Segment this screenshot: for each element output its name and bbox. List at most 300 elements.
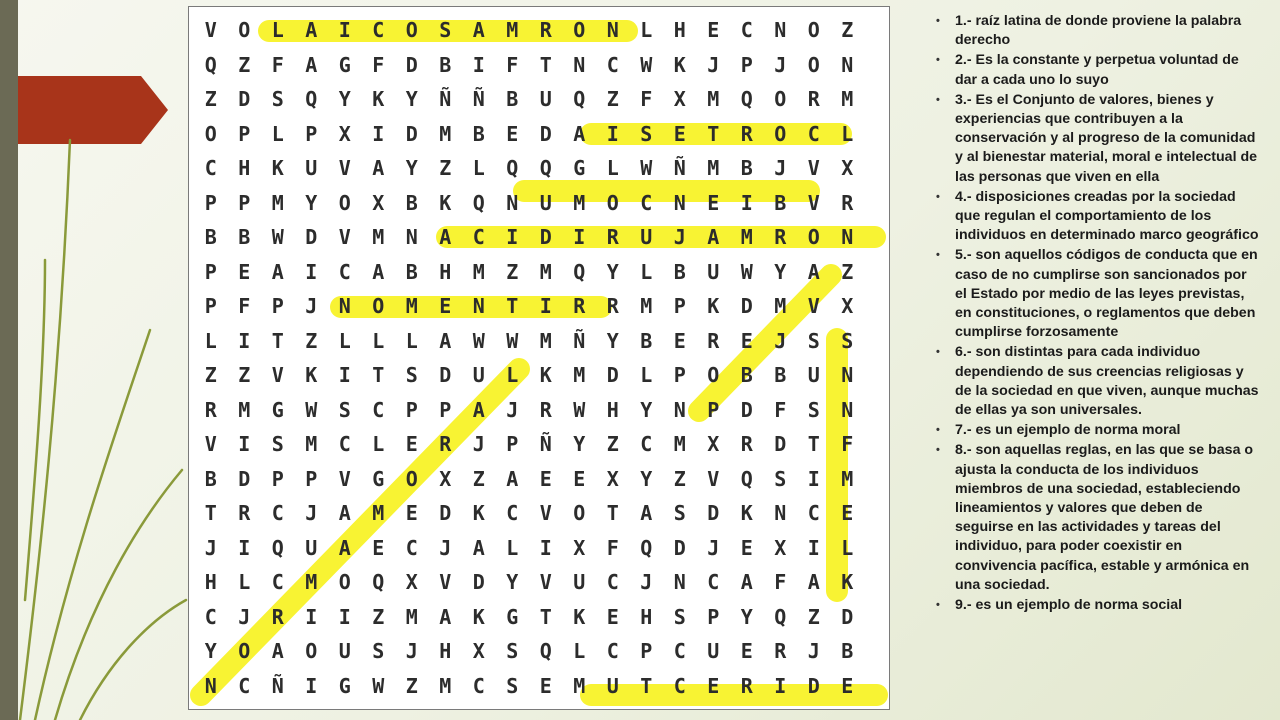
letter-cell[interactable]: O bbox=[807, 225, 820, 250]
letter-cell[interactable]: R bbox=[439, 432, 452, 457]
letter-cell[interactable]: H bbox=[439, 259, 452, 284]
letter-cell[interactable]: P bbox=[305, 121, 318, 146]
letter-cell[interactable]: C bbox=[372, 397, 385, 422]
letter-cell[interactable]: Z bbox=[372, 604, 385, 629]
letter-cell[interactable]: B bbox=[405, 259, 418, 284]
letter-cell[interactable]: V bbox=[439, 570, 452, 595]
letter-cell[interactable]: Z bbox=[472, 466, 485, 491]
letter-cell[interactable]: V bbox=[807, 294, 820, 319]
letter-cell[interactable]: W bbox=[740, 259, 753, 284]
letter-cell[interactable]: P bbox=[204, 259, 217, 284]
letter-cell[interactable]: J bbox=[673, 225, 686, 250]
letter-cell[interactable]: Z bbox=[673, 466, 686, 491]
letter-cell[interactable]: A bbox=[707, 225, 720, 250]
letter-cell[interactable]: O bbox=[338, 190, 351, 215]
letter-cell[interactable]: Y bbox=[573, 432, 586, 457]
letter-cell[interactable]: L bbox=[271, 18, 284, 43]
letter-cell[interactable]: B bbox=[204, 466, 217, 491]
letter-cell[interactable]: Y bbox=[640, 466, 653, 491]
letter-cell[interactable]: E bbox=[372, 535, 385, 560]
letter-cell[interactable]: A bbox=[271, 259, 284, 284]
letter-cell[interactable]: O bbox=[405, 466, 418, 491]
letter-cell[interactable]: B bbox=[841, 639, 854, 664]
letter-cell[interactable]: W bbox=[372, 673, 385, 698]
letter-cell[interactable]: D bbox=[740, 294, 753, 319]
letter-cell[interactable]: Q bbox=[472, 190, 485, 215]
letter-cell[interactable]: J bbox=[204, 535, 217, 560]
letter-cell[interactable]: H bbox=[673, 18, 686, 43]
letter-cell[interactable]: P bbox=[707, 604, 720, 629]
letter-cell[interactable]: V bbox=[204, 18, 217, 43]
letter-cell[interactable]: Ñ bbox=[271, 673, 284, 698]
letter-cell[interactable]: U bbox=[338, 639, 351, 664]
letter-cell[interactable]: I bbox=[506, 225, 519, 250]
letter-cell[interactable]: M bbox=[305, 570, 318, 595]
letter-cell[interactable]: F bbox=[238, 294, 251, 319]
letter-cell[interactable]: L bbox=[640, 259, 653, 284]
letter-cell[interactable]: E bbox=[740, 328, 753, 353]
letter-cell[interactable]: Y bbox=[338, 87, 351, 112]
letter-cell[interactable]: U bbox=[707, 639, 720, 664]
letter-cell[interactable]: M bbox=[305, 432, 318, 457]
letter-cell[interactable]: U bbox=[539, 87, 552, 112]
letter-cell[interactable]: Y bbox=[774, 259, 787, 284]
letter-cell[interactable]: F bbox=[271, 52, 284, 77]
letter-cell[interactable]: P bbox=[439, 397, 452, 422]
letter-cell[interactable]: L bbox=[606, 156, 619, 181]
letter-cell[interactable]: U bbox=[606, 673, 619, 698]
letter-cell[interactable]: E bbox=[405, 501, 418, 526]
letter-cell[interactable]: L bbox=[841, 535, 854, 560]
letter-cell[interactable]: H bbox=[439, 639, 452, 664]
letter-cell[interactable]: Z bbox=[841, 18, 854, 43]
letter-cell[interactable]: Z bbox=[606, 87, 619, 112]
letter-cell[interactable]: S bbox=[841, 328, 854, 353]
letter-cell[interactable]: S bbox=[673, 604, 686, 629]
letter-cell[interactable]: S bbox=[271, 432, 284, 457]
letter-cell[interactable]: B bbox=[472, 121, 485, 146]
letter-cell[interactable]: I bbox=[807, 466, 820, 491]
letter-cell[interactable]: O bbox=[606, 190, 619, 215]
letter-cell[interactable]: N bbox=[405, 225, 418, 250]
letter-cell[interactable]: V bbox=[539, 570, 552, 595]
letter-cell[interactable]: O bbox=[774, 121, 787, 146]
letter-cell[interactable]: E bbox=[539, 466, 552, 491]
letter-cell[interactable]: L bbox=[472, 156, 485, 181]
letter-cell[interactable]: W bbox=[305, 397, 318, 422]
letter-cell[interactable]: Ñ bbox=[439, 87, 452, 112]
letter-cell[interactable]: Y bbox=[204, 639, 217, 664]
letter-cell[interactable]: I bbox=[807, 535, 820, 560]
letter-cell[interactable]: C bbox=[640, 190, 653, 215]
letter-cell[interactable]: L bbox=[238, 570, 251, 595]
letter-cell[interactable]: C bbox=[271, 570, 284, 595]
letter-cell[interactable]: O bbox=[204, 121, 217, 146]
letter-cell[interactable]: P bbox=[271, 466, 284, 491]
letter-cell[interactable]: E bbox=[707, 18, 720, 43]
letter-cell[interactable]: R bbox=[238, 501, 251, 526]
letter-cell[interactable]: I bbox=[573, 225, 586, 250]
letter-cell[interactable]: M bbox=[573, 190, 586, 215]
letter-cell[interactable]: D bbox=[439, 363, 452, 388]
letter-cell[interactable]: D bbox=[673, 535, 686, 560]
letter-cell[interactable]: D bbox=[539, 121, 552, 146]
letter-cell[interactable]: R bbox=[774, 225, 787, 250]
letter-cell[interactable]: I bbox=[338, 363, 351, 388]
letter-cell[interactable]: I bbox=[238, 328, 251, 353]
letter-cell[interactable]: L bbox=[271, 121, 284, 146]
letter-cell[interactable]: L bbox=[338, 328, 351, 353]
letter-cell[interactable]: Z bbox=[238, 52, 251, 77]
letter-cell[interactable]: E bbox=[841, 501, 854, 526]
letter-cell[interactable]: S bbox=[640, 121, 653, 146]
letter-cell[interactable]: Q bbox=[740, 466, 753, 491]
letter-cell[interactable]: U bbox=[707, 259, 720, 284]
letter-cell[interactable]: J bbox=[472, 432, 485, 457]
letter-cell[interactable]: M bbox=[539, 259, 552, 284]
letter-cell[interactable]: J bbox=[305, 294, 318, 319]
letter-cell[interactable]: D bbox=[405, 121, 418, 146]
letter-cell[interactable]: M bbox=[439, 673, 452, 698]
letter-cell[interactable]: D bbox=[740, 397, 753, 422]
letter-cell[interactable]: I bbox=[238, 535, 251, 560]
letter-cell[interactable]: S bbox=[506, 673, 519, 698]
letter-cell[interactable]: N bbox=[573, 52, 586, 77]
letter-cell[interactable]: S bbox=[807, 397, 820, 422]
letter-cell[interactable]: N bbox=[774, 18, 787, 43]
letter-cell[interactable]: T bbox=[271, 328, 284, 353]
letter-cell[interactable]: S bbox=[338, 397, 351, 422]
letter-cell[interactable]: S bbox=[673, 501, 686, 526]
letter-cell[interactable]: Ñ bbox=[673, 156, 686, 181]
letter-cell[interactable]: C bbox=[472, 225, 485, 250]
letter-cell[interactable]: J bbox=[707, 52, 720, 77]
letter-cell[interactable]: X bbox=[707, 432, 720, 457]
letter-cell[interactable]: K bbox=[439, 190, 452, 215]
letter-cell[interactable]: J bbox=[774, 52, 787, 77]
letter-cell[interactable]: T bbox=[606, 501, 619, 526]
letter-cell[interactable]: M bbox=[573, 363, 586, 388]
letter-cell[interactable]: M bbox=[707, 156, 720, 181]
letter-cell[interactable]: R bbox=[740, 673, 753, 698]
letter-cell[interactable]: A bbox=[472, 397, 485, 422]
letter-cell[interactable]: O bbox=[573, 18, 586, 43]
letter-cell[interactable]: D bbox=[405, 52, 418, 77]
letter-cell[interactable]: P bbox=[673, 294, 686, 319]
letter-cell[interactable]: T bbox=[204, 501, 217, 526]
letter-cell[interactable]: R bbox=[606, 294, 619, 319]
letter-cell[interactable]: V bbox=[707, 466, 720, 491]
letter-cell[interactable]: A bbox=[807, 570, 820, 595]
letter-cell[interactable]: K bbox=[539, 363, 552, 388]
letter-cell[interactable]: G bbox=[573, 156, 586, 181]
letter-cell[interactable]: R bbox=[707, 328, 720, 353]
letter-cell[interactable]: R bbox=[539, 397, 552, 422]
letter-cell[interactable]: J bbox=[640, 570, 653, 595]
letter-cell[interactable]: D bbox=[238, 466, 251, 491]
letter-cell[interactable]: E bbox=[841, 673, 854, 698]
letter-cell[interactable]: O bbox=[405, 18, 418, 43]
letter-cell[interactable]: M bbox=[405, 604, 418, 629]
letter-cell[interactable]: F bbox=[506, 52, 519, 77]
letter-cell[interactable]: R bbox=[740, 121, 753, 146]
letter-cell[interactable]: E bbox=[439, 294, 452, 319]
letter-cell[interactable]: D bbox=[472, 570, 485, 595]
letter-cell[interactable]: X bbox=[439, 466, 452, 491]
letter-cell[interactable]: G bbox=[506, 604, 519, 629]
letter-cell[interactable]: J bbox=[807, 639, 820, 664]
letter-cell[interactable]: X bbox=[338, 121, 351, 146]
letter-cell[interactable]: I bbox=[740, 190, 753, 215]
letter-cell[interactable]: I bbox=[774, 673, 787, 698]
letter-cell[interactable]: G bbox=[372, 466, 385, 491]
letter-cell[interactable]: P bbox=[238, 121, 251, 146]
letter-cell[interactable]: L bbox=[372, 328, 385, 353]
letter-cell[interactable]: E bbox=[740, 535, 753, 560]
letter-cell[interactable]: D bbox=[807, 673, 820, 698]
letter-cell[interactable]: O bbox=[807, 18, 820, 43]
letter-cell[interactable]: I bbox=[338, 18, 351, 43]
letter-cell[interactable]: W bbox=[271, 225, 284, 250]
letter-cell[interactable]: I bbox=[472, 52, 485, 77]
letter-cell[interactable]: A bbox=[338, 501, 351, 526]
letter-cell[interactable]: S bbox=[405, 363, 418, 388]
letter-cell[interactable]: K bbox=[573, 604, 586, 629]
letter-cell[interactable]: U bbox=[807, 363, 820, 388]
letter-cell[interactable]: E bbox=[539, 673, 552, 698]
letter-cell[interactable]: D bbox=[774, 432, 787, 457]
letter-cell[interactable]: C bbox=[606, 570, 619, 595]
letter-cell[interactable]: E bbox=[707, 673, 720, 698]
letter-cell[interactable]: C bbox=[472, 673, 485, 698]
letter-cell[interactable]: J bbox=[405, 639, 418, 664]
letter-cell[interactable]: D bbox=[841, 604, 854, 629]
letter-cell[interactable]: L bbox=[405, 328, 418, 353]
letter-cell[interactable]: J bbox=[439, 535, 452, 560]
letter-cell[interactable]: D bbox=[606, 363, 619, 388]
letter-cell[interactable]: X bbox=[673, 87, 686, 112]
letter-cell[interactable]: R bbox=[573, 294, 586, 319]
letter-cell[interactable]: P bbox=[673, 363, 686, 388]
letter-cell[interactable]: H bbox=[204, 570, 217, 595]
letter-cell[interactable]: P bbox=[740, 52, 753, 77]
letter-cell[interactable]: F bbox=[841, 432, 854, 457]
letter-cell[interactable]: C bbox=[271, 501, 284, 526]
letter-cell[interactable]: K bbox=[271, 156, 284, 181]
letter-cell[interactable]: P bbox=[640, 639, 653, 664]
letter-cell[interactable]: B bbox=[640, 328, 653, 353]
letter-cell[interactable]: N bbox=[338, 294, 351, 319]
letter-cell[interactable]: L bbox=[372, 432, 385, 457]
letter-cell[interactable]: E bbox=[573, 466, 586, 491]
letter-cell[interactable]: U bbox=[472, 363, 485, 388]
letter-cell[interactable]: D bbox=[539, 225, 552, 250]
letter-cell[interactable]: O bbox=[338, 570, 351, 595]
letter-cell[interactable]: R bbox=[774, 639, 787, 664]
letter-cell[interactable]: M bbox=[573, 673, 586, 698]
letter-cell[interactable]: J bbox=[774, 328, 787, 353]
letter-cell[interactable]: M bbox=[372, 501, 385, 526]
letter-cell[interactable]: C bbox=[707, 570, 720, 595]
letter-cell[interactable]: O bbox=[573, 501, 586, 526]
letter-cell[interactable]: K bbox=[472, 501, 485, 526]
letter-cell[interactable]: N bbox=[673, 397, 686, 422]
letter-cell[interactable]: S bbox=[807, 328, 820, 353]
letter-cell[interactable]: N bbox=[472, 294, 485, 319]
letter-cell[interactable]: C bbox=[204, 604, 217, 629]
letter-cell[interactable]: V bbox=[338, 225, 351, 250]
letter-cell[interactable]: A bbox=[271, 639, 284, 664]
letter-cell[interactable]: Q bbox=[271, 535, 284, 560]
letter-cell[interactable]: Q bbox=[740, 87, 753, 112]
letter-cell[interactable]: R bbox=[204, 397, 217, 422]
letter-cell[interactable]: S bbox=[271, 87, 284, 112]
letter-cell[interactable]: Q bbox=[774, 604, 787, 629]
letter-cell[interactable]: C bbox=[204, 156, 217, 181]
letter-cell[interactable]: P bbox=[506, 432, 519, 457]
letter-cell[interactable]: M bbox=[841, 466, 854, 491]
letter-cell[interactable]: V bbox=[807, 190, 820, 215]
letter-cell[interactable]: B bbox=[740, 156, 753, 181]
letter-cell[interactable]: V bbox=[338, 156, 351, 181]
letter-cell[interactable]: K bbox=[841, 570, 854, 595]
letter-cell[interactable]: Z bbox=[405, 673, 418, 698]
letter-cell[interactable]: W bbox=[573, 397, 586, 422]
letter-cell[interactable]: V bbox=[807, 156, 820, 181]
letter-cell[interactable]: X bbox=[573, 535, 586, 560]
letter-cell[interactable]: L bbox=[506, 363, 519, 388]
letter-cell[interactable]: U bbox=[539, 190, 552, 215]
letter-cell[interactable]: S bbox=[774, 466, 787, 491]
letter-cell[interactable]: C bbox=[238, 673, 251, 698]
letter-cell[interactable]: A bbox=[472, 535, 485, 560]
letter-cell[interactable]: S bbox=[439, 18, 452, 43]
letter-cell[interactable]: A bbox=[372, 259, 385, 284]
letter-cell[interactable]: C bbox=[338, 259, 351, 284]
letter-cell[interactable]: Z bbox=[506, 259, 519, 284]
letter-cell[interactable]: N bbox=[673, 570, 686, 595]
letter-cell[interactable]: E bbox=[673, 121, 686, 146]
letter-cell[interactable]: X bbox=[606, 466, 619, 491]
letter-cell[interactable]: D bbox=[238, 87, 251, 112]
letter-cell[interactable]: G bbox=[338, 673, 351, 698]
letter-cell[interactable]: N bbox=[204, 673, 217, 698]
letter-cell[interactable]: L bbox=[640, 18, 653, 43]
letter-cell[interactable]: Q bbox=[539, 639, 552, 664]
letter-cell[interactable]: H bbox=[606, 397, 619, 422]
letter-cell[interactable]: C bbox=[740, 18, 753, 43]
letter-cell[interactable]: U bbox=[305, 156, 318, 181]
letter-cell[interactable]: Y bbox=[305, 190, 318, 215]
letter-cell[interactable]: Q bbox=[573, 259, 586, 284]
letter-cell[interactable]: K bbox=[740, 501, 753, 526]
letter-cell[interactable]: O bbox=[238, 18, 251, 43]
letter-cell[interactable]: V bbox=[539, 501, 552, 526]
letter-cell[interactable]: A bbox=[573, 121, 586, 146]
letter-cell[interactable]: P bbox=[405, 397, 418, 422]
letter-cell[interactable]: Z bbox=[238, 363, 251, 388]
letter-cell[interactable]: C bbox=[807, 501, 820, 526]
letter-cell[interactable]: N bbox=[841, 52, 854, 77]
letter-cell[interactable]: U bbox=[305, 535, 318, 560]
letter-cell[interactable]: O bbox=[774, 87, 787, 112]
letter-cell[interactable]: B bbox=[439, 52, 452, 77]
letter-cell[interactable]: A bbox=[305, 18, 318, 43]
letter-cell[interactable]: T bbox=[539, 52, 552, 77]
letter-cell[interactable]: N bbox=[673, 190, 686, 215]
letter-cell[interactable]: L bbox=[204, 328, 217, 353]
letter-cell[interactable]: N bbox=[841, 225, 854, 250]
letter-cell[interactable]: B bbox=[774, 363, 787, 388]
letter-cell[interactable]: Y bbox=[606, 259, 619, 284]
letter-cell[interactable]: Q bbox=[305, 87, 318, 112]
letter-cell[interactable]: F bbox=[606, 535, 619, 560]
letter-cell[interactable]: C bbox=[807, 121, 820, 146]
letter-cell[interactable]: M bbox=[439, 121, 452, 146]
letter-cell[interactable]: B bbox=[405, 190, 418, 215]
letter-cell[interactable]: I bbox=[539, 535, 552, 560]
letter-cell[interactable]: Z bbox=[439, 156, 452, 181]
letter-cell[interactable]: E bbox=[707, 190, 720, 215]
letter-cell[interactable]: K bbox=[707, 294, 720, 319]
letter-cell[interactable]: W bbox=[506, 328, 519, 353]
letter-cell[interactable]: I bbox=[238, 432, 251, 457]
letter-cell[interactable]: C bbox=[673, 673, 686, 698]
letter-cell[interactable]: Z bbox=[204, 87, 217, 112]
letter-cell[interactable]: I bbox=[372, 121, 385, 146]
letter-cell[interactable]: Q bbox=[573, 87, 586, 112]
letter-cell[interactable]: G bbox=[338, 52, 351, 77]
letter-cell[interactable]: U bbox=[573, 570, 586, 595]
letter-cell[interactable]: R bbox=[606, 225, 619, 250]
letter-cell[interactable]: O bbox=[238, 639, 251, 664]
letter-cell[interactable]: A bbox=[640, 501, 653, 526]
letter-cell[interactable]: Ñ bbox=[573, 328, 586, 353]
letter-cell[interactable]: I bbox=[338, 604, 351, 629]
letter-cell[interactable]: W bbox=[472, 328, 485, 353]
letter-cell[interactable]: I bbox=[305, 604, 318, 629]
letter-cell[interactable]: P bbox=[271, 294, 284, 319]
letter-cell[interactable]: J bbox=[707, 535, 720, 560]
letter-cell[interactable]: S bbox=[506, 639, 519, 664]
letter-cell[interactable]: H bbox=[238, 156, 251, 181]
letter-cell[interactable]: Y bbox=[740, 604, 753, 629]
letter-cell[interactable]: T bbox=[707, 121, 720, 146]
letter-cell[interactable]: N bbox=[841, 397, 854, 422]
letter-cell[interactable]: C bbox=[405, 535, 418, 560]
letter-cell[interactable]: N bbox=[774, 501, 787, 526]
letter-cell[interactable]: C bbox=[640, 432, 653, 457]
letter-cell[interactable]: Z bbox=[807, 604, 820, 629]
letter-cell[interactable]: M bbox=[405, 294, 418, 319]
letter-cell[interactable]: J bbox=[506, 397, 519, 422]
letter-cell[interactable]: A bbox=[372, 156, 385, 181]
letter-cell[interactable]: C bbox=[606, 639, 619, 664]
letter-cell[interactable]: R bbox=[740, 432, 753, 457]
letter-cell[interactable]: M bbox=[640, 294, 653, 319]
letter-cell[interactable]: E bbox=[238, 259, 251, 284]
letter-cell[interactable]: T bbox=[807, 432, 820, 457]
letter-cell[interactable]: R bbox=[841, 190, 854, 215]
letter-cell[interactable]: I bbox=[539, 294, 552, 319]
letter-cell[interactable]: M bbox=[707, 87, 720, 112]
letter-cell[interactable]: D bbox=[439, 501, 452, 526]
letter-cell[interactable]: F bbox=[774, 397, 787, 422]
letter-cell[interactable]: M bbox=[539, 328, 552, 353]
letter-cell[interactable]: C bbox=[338, 432, 351, 457]
letter-cell[interactable]: J bbox=[305, 501, 318, 526]
letter-cell[interactable]: P bbox=[204, 294, 217, 319]
